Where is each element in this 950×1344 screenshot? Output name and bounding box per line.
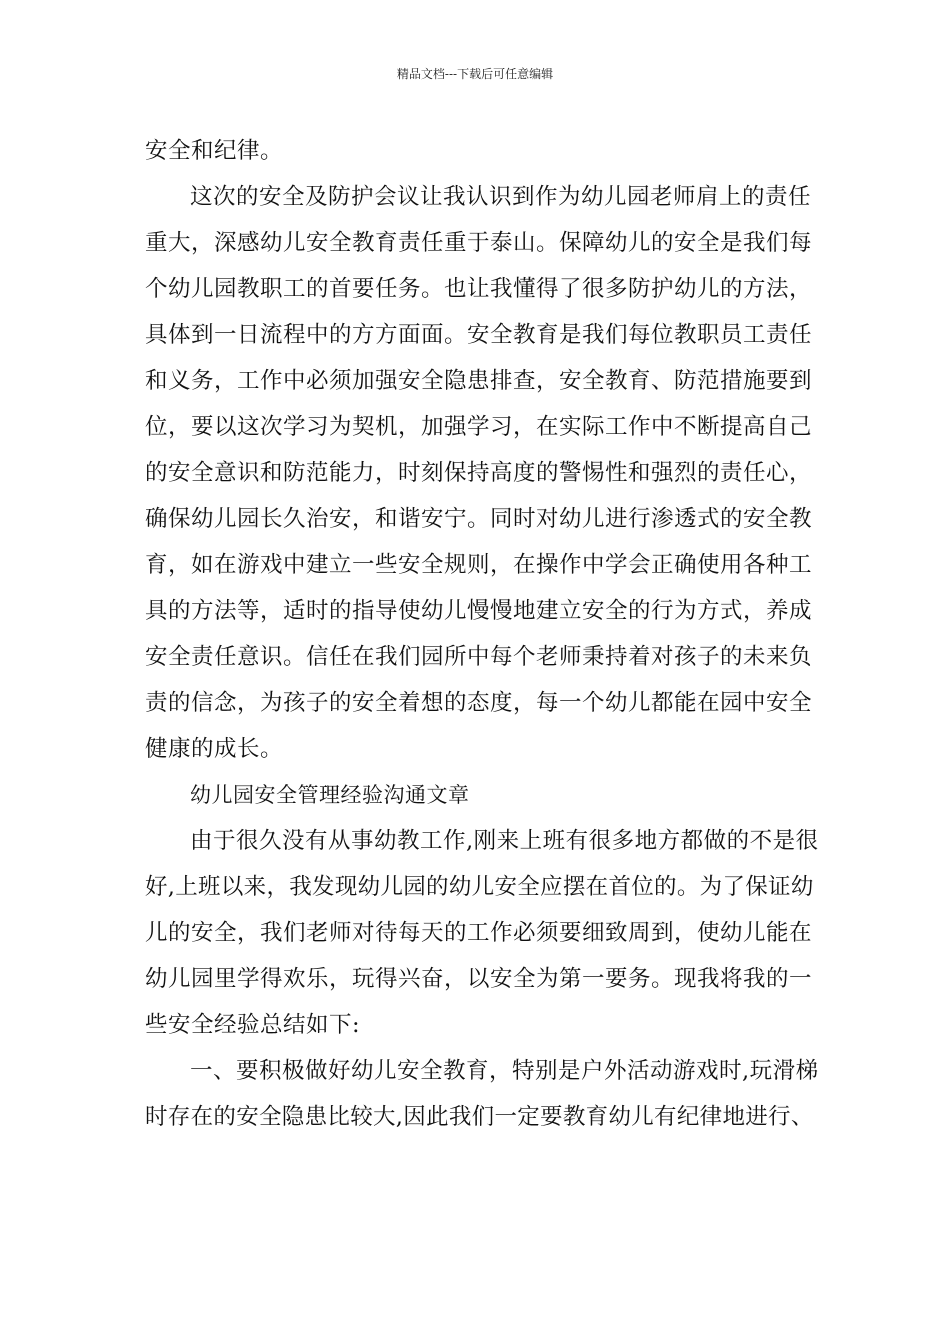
text-line: 确保幼儿园长久治安，和谐安宁。同时对幼儿进行渗透式的安全教 xyxy=(145,506,813,532)
text-line: 具的方法等，适时的指导使幼儿慢慢地建立安全的行为方式，养成 xyxy=(145,598,813,624)
text-line: 儿的安全，我们老师对待每天的工作必须要细致周到，使幼儿能在 xyxy=(145,920,813,946)
body-text xyxy=(145,128,819,1140)
text-line: 安全和纪律。 xyxy=(145,138,284,164)
text-line: 个幼儿园教职工的首要任务。也让我懂得了很多防护幼儿的方法， xyxy=(145,276,813,302)
text-line: 育，如在游戏中建立一些安全规则，在操作中学会正确使用各种工 xyxy=(145,552,813,578)
text-line: 好,上班以来，我发现幼儿园的幼儿安全应摆在首位的。为了保证幼 xyxy=(145,874,814,900)
text-line: 安全责任意识。信任在我们园所中每个老师秉持着对孩子的未来负 xyxy=(145,644,813,670)
text-line: 时存在的安全隐患比较大,因此我们一定要教育幼儿有纪律地进行、 xyxy=(145,1104,814,1130)
text-line: 责的信念，为孩子的安全着想的态度，每一个幼儿都能在园中安全 xyxy=(145,690,813,716)
page-header: 精品文档---下载后可任意编辑 xyxy=(396,67,554,81)
text-line: 位，要以这次学习为契机，加强学习，在实际工作中不断提高自己 xyxy=(145,414,813,440)
text-line: 由于很久没有从事幼教工作,刚来上班有很多地方都做的不是很 xyxy=(190,828,819,854)
text-line: 的安全意识和防范能力，时刻保持高度的警惕性和强烈的责任心， xyxy=(145,460,813,486)
text-line: 健康的成长。 xyxy=(145,736,284,762)
text-line: 幼儿园里学得欢乐，玩得兴奋，以安全为第一要务。现我将我的一 xyxy=(145,966,813,992)
text-line: 和义务，工作中必须加强安全隐患排查，安全教育、防范措施要到 xyxy=(145,368,813,394)
text-line: 这次的安全及防护会议让我认识到作为幼儿园老师肩上的责任 xyxy=(190,184,812,210)
text-line: 些安全经验总结如下: xyxy=(145,1012,361,1038)
text-line: 具体到一日流程中的方方面面。安全教育是我们每位教职员工责任 xyxy=(145,322,813,348)
text-line: 一、要积极做好幼儿安全教育，特别是户外活动游戏时,玩滑梯 xyxy=(190,1058,819,1084)
text-line: 重大，深感幼儿安全教育责任重于泰山。保障幼儿的安全是我们每 xyxy=(145,230,813,256)
section-heading: 幼儿园安全管理经验沟通文章 xyxy=(190,783,470,807)
